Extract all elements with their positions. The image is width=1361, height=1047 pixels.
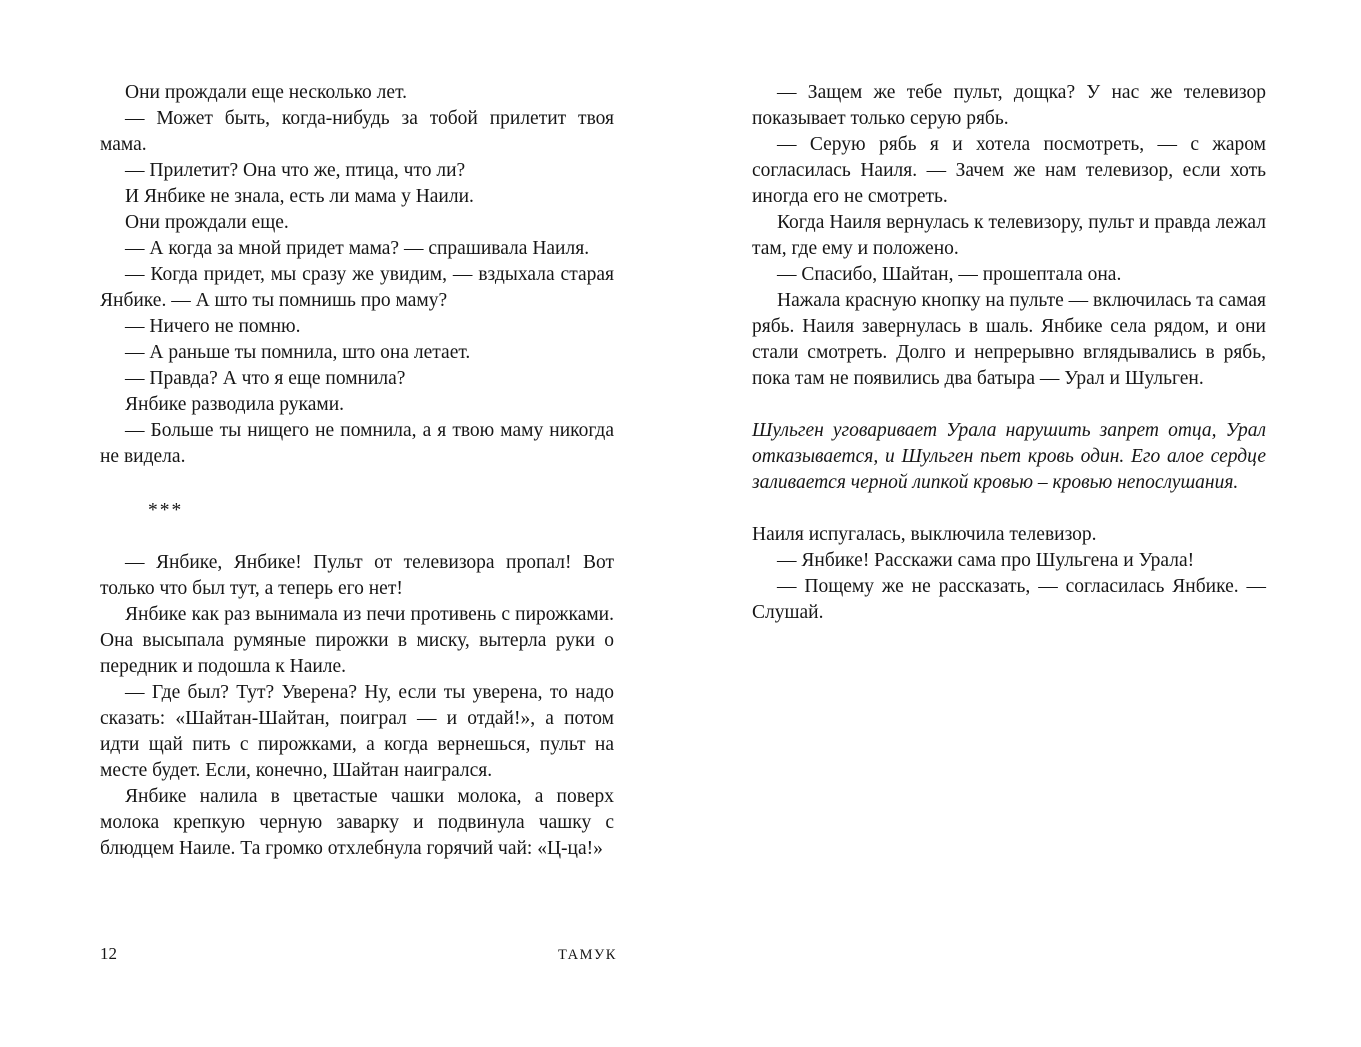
dialogue-paragraph: — Защем же тебе пульт, дощка? У нас же телевизор показывает только серую рябь. (752, 82, 1266, 129)
paragraph: Наиля испугалась, выключила телевизор. (752, 524, 1097, 545)
dialogue-paragraph: — Больше ты нищего не помнила, а я твою маму никогда не видела. (100, 420, 614, 467)
dialogue-paragraph: — Правда? А что я еще помнила? (125, 368, 406, 389)
dialogue-paragraph: — А раньше ты помнила, што она летает. (125, 342, 471, 363)
paragraph: И Янбике не знала, есть ли мама у Наили. (125, 186, 474, 207)
dialogue-paragraph: — Серую рябь я и хотела посмотреть, — с жаром согласилась Наиля. — Зачем же нам телевизор, если хоть иногда его не смотреть. (752, 134, 1266, 207)
page-number: 12 (100, 944, 117, 963)
dialogue-paragraph: — Может быть, когда-нибудь за тобой прилетит твоя мама. (100, 108, 614, 155)
section-separator: *** (148, 500, 184, 521)
dialogue-paragraph: — Янбике, Янбике! Пульт от телевизора пропал! Вот только что был тут, а теперь его нет! (100, 552, 614, 599)
left-column (100, 80, 614, 862)
paragraph: Нажала красную кнопку на пульте — включилась та самая рябь. Наиля завернулась в шаль. Янбике села рядом, и они стали смотреть. Долго и непрерывно вглядывались в рябь, пока там не появились два батыра — Урал и Шульген. (752, 290, 1266, 389)
dialogue-paragraph: — Ничего не помню. (125, 316, 301, 337)
dialogue-paragraph: — Где был? Тут? Уверена? Ну, если ты уверена, то надо сказать: «Шайтан-Шайтан, поиграл — и отдай!», а потом идти щай пить с пирожками, а когда вернешься, пульт на месте будет. Если, конечно, Шайтан наигрался. (100, 682, 614, 781)
right-column (752, 80, 1266, 626)
running-title: ТАМУК (558, 947, 617, 963)
dialogue-paragraph: — Янбике! Расскажи сама про Шульгена и Урала! (777, 550, 1195, 571)
paragraph: Они прождали еще. (125, 212, 289, 233)
dialogue-paragraph: — Прилетит? Она что же, птица, что ли? (125, 160, 466, 181)
page-footer (0, 944, 1361, 974)
paragraph: Когда Наиля вернулась к телевизору, пульт и правда лежал там, где ему и положено. (752, 212, 1266, 259)
dialogue-paragraph: — Когда придет, мы сразу же увидим, — вздыхала старая Янбике. — А што ты помнишь про маму? (100, 264, 614, 311)
paragraph: Янбике как раз вынимала из печи противень с пирожками. Она высыпала румяные пирожки в миску, вытерла руки о передник и подошла к Наиле. (100, 604, 614, 677)
dialogue-paragraph: — Спасибо, Шайтан, — прошептала она. (777, 264, 1122, 285)
paragraph: Янбике налила в цветастые чашки молока, а поверх молока крепкую черную заварку и подвинула чашку с блюдцем Наиле. Та громко отхлебнула горячий чай: «Ц-ца!» (100, 786, 614, 859)
dialogue-paragraph: — А когда за мной придет мама? — спрашивала Наиля. (125, 238, 590, 259)
dialogue-paragraph: — Пощему же не рассказать, — согласилась Янбике. — Слушай. (752, 576, 1266, 623)
interlude-italic-paragraph: Шульген уговаривает Урала нарушить запрет отца, Урал отказывается, и Шульген пьет кровь один. Его алое сердце заливается черной липкой кровью – кровью непослушания. (752, 420, 1266, 493)
paragraph: Они прождали еще несколько лет. (125, 82, 407, 103)
paragraph: Янбике разводила руками. (125, 394, 345, 415)
